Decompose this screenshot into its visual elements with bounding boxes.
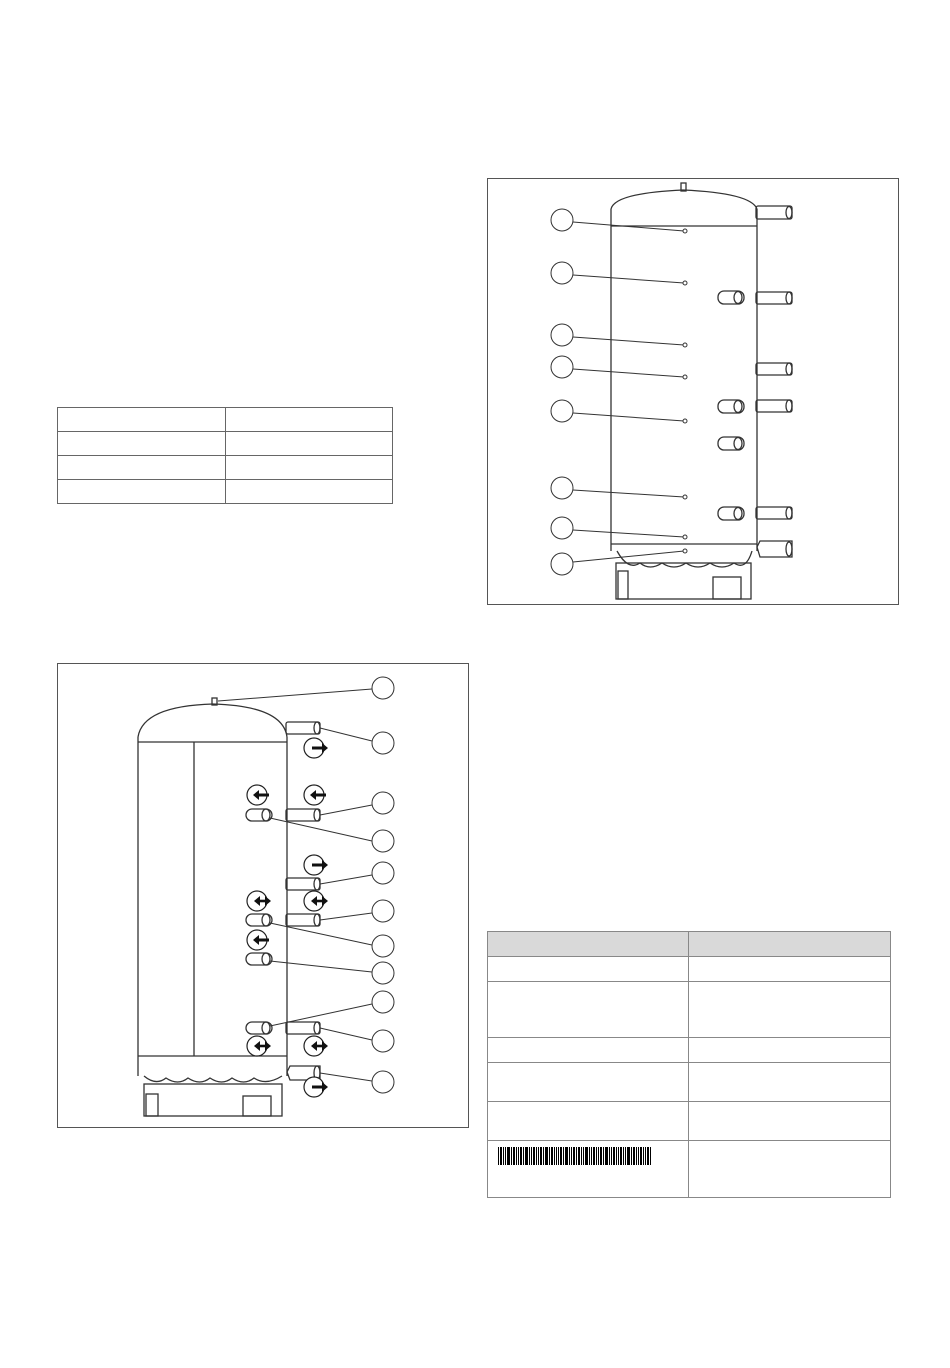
table-cell bbox=[488, 957, 689, 982]
callout-circle-icon bbox=[320, 792, 394, 815]
tank-sensor-drawing bbox=[488, 179, 898, 604]
sensor-callout bbox=[551, 477, 687, 499]
flow-arrow-icon bbox=[247, 930, 269, 950]
callout-circle-icon bbox=[320, 1028, 394, 1052]
callout-circle-icon bbox=[320, 862, 394, 884]
callout-circle-icon bbox=[270, 961, 394, 984]
tank-connections-figure bbox=[57, 663, 469, 1128]
sensor-callout bbox=[551, 209, 687, 233]
table-cell bbox=[225, 432, 393, 456]
table-cell bbox=[689, 957, 891, 982]
table-row bbox=[488, 957, 891, 982]
table-row bbox=[58, 408, 393, 432]
table-cell bbox=[689, 982, 891, 1038]
table-cell bbox=[488, 1141, 689, 1198]
spec-table bbox=[487, 931, 891, 1198]
table-row bbox=[488, 1038, 891, 1063]
barcode-icon bbox=[498, 1147, 688, 1165]
callout-circle-icon bbox=[320, 728, 394, 754]
callout-circle-icon bbox=[270, 818, 394, 852]
table-cell bbox=[488, 982, 689, 1038]
table-cell bbox=[689, 1102, 891, 1141]
table-cell bbox=[488, 1038, 689, 1063]
callout-circle-icon bbox=[320, 1071, 394, 1093]
table-row bbox=[488, 1102, 891, 1141]
table-cell bbox=[488, 1102, 689, 1141]
table-row bbox=[58, 456, 393, 480]
table-row bbox=[488, 1063, 891, 1102]
table-cell bbox=[225, 408, 393, 432]
callout-circle-icon bbox=[218, 677, 394, 701]
flow-arrow-icon bbox=[304, 855, 328, 875]
table-row bbox=[488, 982, 891, 1038]
table-cell bbox=[689, 1038, 891, 1063]
table-header-cell bbox=[689, 932, 891, 957]
sensor-callout bbox=[551, 262, 687, 285]
flow-arrow-icon bbox=[304, 738, 328, 758]
callout-circle-icon bbox=[320, 900, 394, 922]
table-header-row bbox=[488, 932, 891, 957]
tank-connections-drawing bbox=[58, 664, 468, 1127]
callout-circle-icon bbox=[270, 923, 394, 957]
flow-arrow-icon bbox=[304, 1077, 328, 1097]
sensor-callout bbox=[551, 356, 687, 379]
table-cell bbox=[58, 408, 226, 432]
table-cell bbox=[58, 432, 226, 456]
flow-arrow-icon bbox=[304, 785, 326, 805]
table-header-cell bbox=[488, 932, 689, 957]
sensor-callout bbox=[551, 517, 687, 539]
table-cell bbox=[225, 456, 393, 480]
flow-arrow-icon bbox=[304, 891, 328, 911]
table-row bbox=[488, 1141, 891, 1198]
callout-circle-icon bbox=[270, 991, 394, 1026]
table-cell bbox=[225, 480, 393, 504]
sensor-callout bbox=[551, 324, 687, 347]
table-cell bbox=[58, 480, 226, 504]
flow-arrow-icon bbox=[247, 891, 271, 911]
flow-arrow-icon bbox=[247, 785, 269, 805]
tank-sensor-figure bbox=[487, 178, 899, 605]
table-cell bbox=[689, 1141, 891, 1198]
sensor-callout bbox=[551, 400, 687, 423]
table-cell bbox=[689, 1063, 891, 1102]
flow-arrow-icon bbox=[304, 1036, 328, 1056]
table-row bbox=[58, 432, 393, 456]
table-cell bbox=[488, 1063, 689, 1102]
table-row bbox=[58, 480, 393, 504]
empty-table bbox=[57, 407, 393, 504]
table-cell bbox=[58, 456, 226, 480]
flow-arrow-icon bbox=[247, 1036, 271, 1056]
